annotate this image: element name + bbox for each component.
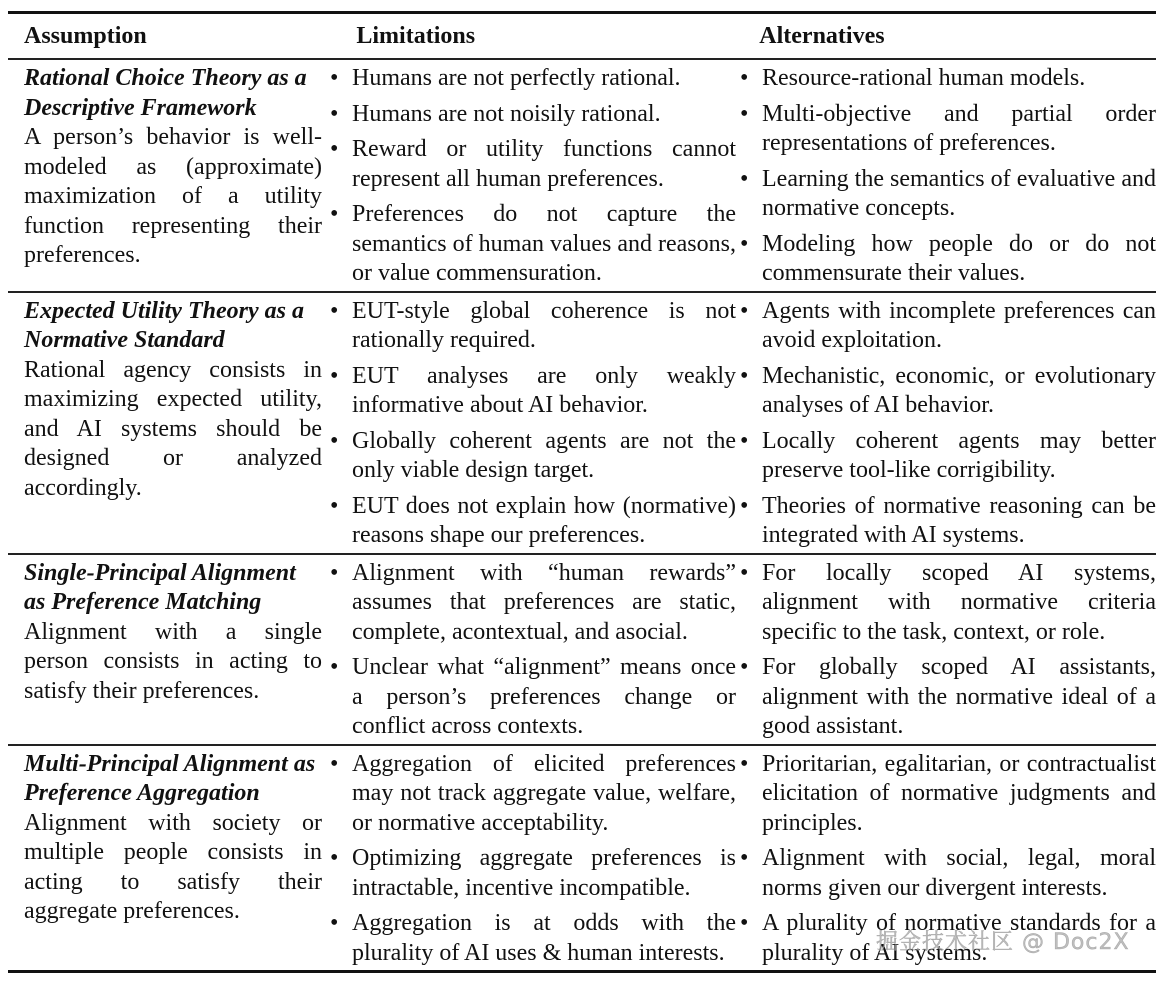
limitation-item: • Preferences do not capture the semantics of human values and reasons, or value commensuration.: [326, 200, 736, 289]
limitations-list: [326, 64, 736, 289]
alternative-item: • Resource-rational human models.: [736, 64, 1156, 94]
limitations-list: [326, 297, 736, 551]
assumption-description: Alignment with society or multiple people consists in acting to satisfy their aggregate preferences.: [24, 809, 322, 924]
limitation-item: • Reward or utility functions cannot represent all human preferences.: [326, 135, 736, 194]
table-row: [8, 60, 1156, 291]
alternative-item: • Theories of normative reasoning can be integrated with AI systems.: [736, 492, 1156, 551]
limitation-item: • EUT-style global coherence is not rationally required.: [326, 297, 736, 356]
limitation-item: • Aggregation of elicited preferences may not track aggregate value, welfare, or normative acceptability.: [326, 750, 736, 839]
table-row: [8, 293, 1156, 553]
limitations-list: [326, 559, 736, 742]
limitation-item: • Alignment with “human rewards” assumes that preferences are static, complete, acontextual, and asocial.: [326, 559, 736, 648]
header-assumption: Assumption: [24, 22, 147, 49]
alternative-item: • Alignment with social, legal, moral norms given our divergent interests.: [736, 844, 1156, 903]
assumption-cell: [8, 750, 326, 927]
header-limitations: Limitations: [356, 22, 476, 49]
assumption-cell: [8, 64, 326, 271]
alternative-item: • A plurality of normative standards for a plurality of AI systems.: [736, 909, 1156, 968]
watermark-text: 掘金技术社区 @ Doc2X: [876, 930, 1130, 955]
limitation-item: • Unclear what “alignment” means once a person’s preferences change or conflict across contexts.: [326, 653, 736, 742]
assumption-cell: [8, 559, 326, 707]
table-header-row: [8, 14, 1156, 58]
table-row: [8, 746, 1156, 971]
limitation-item: • Optimizing aggregate preferences is intractable, incentive incompatible.: [326, 844, 736, 903]
assumption-title: Rational Choice Theory as a Descriptive Framework: [24, 65, 307, 121]
limitation-item: • Globally coherent agents are not the only viable design target.: [326, 427, 736, 486]
assumption-description: A person’s behavior is well-modeled as (approximate) maximization of a utility function representing their preferences.: [24, 124, 322, 268]
assumption-title: Expected Utility Theory as a Normative Standard: [24, 297, 304, 353]
alternatives-list: [736, 559, 1156, 742]
alternative-item: • Modeling how people do or do not commensurate their values.: [736, 230, 1156, 289]
limitation-item: • EUT analyses are only weakly informative about AI behavior.: [326, 362, 736, 421]
alternative-item: • Learning the semantics of evaluative and normative concepts.: [736, 165, 1156, 224]
alternative-item: • For locally scoped AI systems, alignment with normative criteria specific to the task, context, or role.: [736, 559, 1156, 648]
limitation-item: • Humans are not perfectly rational.: [326, 64, 736, 94]
limitations-list: [326, 750, 736, 969]
table-row: [8, 555, 1156, 744]
alternatives-list: [736, 750, 1156, 969]
alternatives-list: [736, 297, 1156, 551]
assumption-description: Rational agency consists in maximizing expected utility, and AI systems should be designed or analyzed accordingly.: [24, 356, 322, 501]
header-alternatives: Alternatives: [759, 22, 885, 49]
alternative-item: • Multi-objective and partial order representations of preferences.: [736, 100, 1156, 159]
assumption-title: Single-Principal Alignment as Preference Matching: [24, 559, 296, 615]
limitation-item: • Aggregation is at odds with the plurality of AI uses & human interests.: [326, 909, 736, 968]
alternatives-list: [736, 64, 1156, 289]
bottom-rule: [8, 970, 1156, 973]
assumption-cell: [8, 297, 326, 504]
alternative-item: • Prioritarian, egalitarian, or contractualist elicitation of normative judgments and principles.: [736, 750, 1156, 839]
alternative-item: • Agents with incomplete preferences can avoid exploitation.: [736, 297, 1156, 356]
limitation-item: • EUT does not explain how (normative) reasons shape our preferences.: [326, 492, 736, 551]
alternative-item: • Locally coherent agents may better preserve tool-like corrigibility.: [736, 427, 1156, 486]
alternative-item: • For globally scoped AI assistants, alignment with the normative ideal of a good assistant.: [736, 653, 1156, 742]
alternative-item: • Mechanistic, economic, or evolutionary analyses of AI behavior.: [736, 362, 1156, 421]
assumption-description: Alignment with a single person consists in acting to satisfy their preferences.: [24, 618, 322, 704]
limitation-item: • Humans are not noisily rational.: [326, 100, 736, 130]
assumption-title: Multi-Principal Alignment as Preference Aggregation: [24, 750, 316, 806]
assumptions-table: [8, 11, 1156, 973]
